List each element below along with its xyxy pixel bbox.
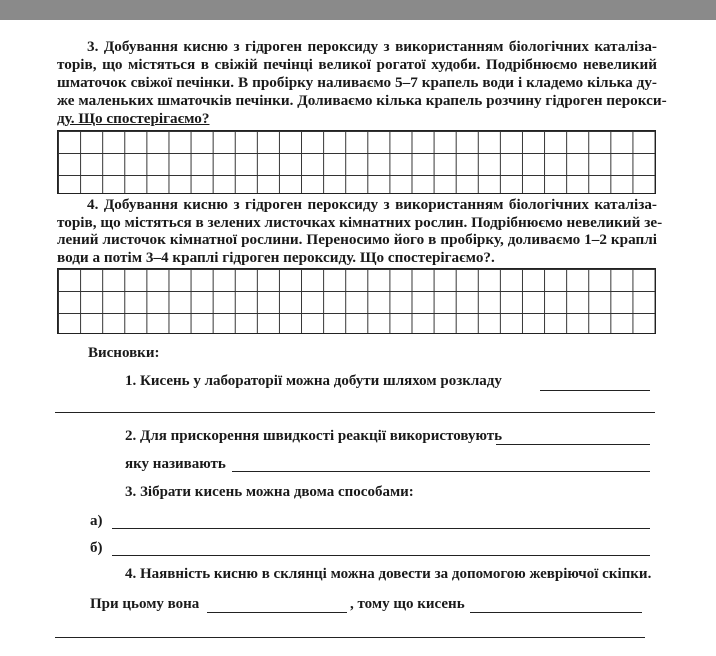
text-line: ду. Що спостерігаємо? xyxy=(57,110,210,127)
conclusions-heading: Висновки: xyxy=(88,345,160,361)
conclusion-4c: , тому що кисень xyxy=(350,596,465,612)
blank-field[interactable] xyxy=(55,637,645,638)
text-line: лений листочок кімнатної рослини. Переносимо його в пробірку, доливаємо 1–2 краплі xyxy=(57,231,657,248)
blank-field[interactable] xyxy=(55,412,655,413)
blank-field[interactable] xyxy=(112,528,650,529)
conclusion-3a: а) xyxy=(90,513,103,529)
task-3-text xyxy=(57,38,667,128)
blank-field[interactable] xyxy=(540,390,650,391)
text-line: же маленьких шматочків печінки. Доливаємо кілька крапель розчину гідроген перокси- xyxy=(57,92,667,109)
blank-field[interactable] xyxy=(207,612,347,613)
conclusion-4b: При цьому вона xyxy=(90,596,200,612)
text-line: 4. Добування кисню з гідроген пероксиду з використанням біологічних каталіза- xyxy=(87,196,657,213)
text-line: торів, що містяться в зелених листочках кімнатних рослин. Подрібнюємо невеликий зе- xyxy=(57,213,663,231)
text-line: 3. Добування кисню з гідроген пероксиду з використанням біологічних каталіза- xyxy=(87,38,657,55)
conclusion-2: 2. Для прискорення швидкості реакції використовують xyxy=(125,428,503,444)
blank-field[interactable] xyxy=(112,555,650,556)
task-4-text xyxy=(57,196,663,266)
blank-field[interactable] xyxy=(470,612,642,613)
text-line: торів, що містяться в свіжій печінці великої рогатої худоби. Подрібнюємо невеликий xyxy=(57,56,657,73)
scan-top-border xyxy=(0,0,716,20)
blank-field[interactable] xyxy=(232,471,650,472)
blank-field[interactable] xyxy=(496,444,650,445)
conclusion-2b: яку називають xyxy=(125,456,226,472)
conclusion-1: 1. Кисень у лабораторії можна добути шляхом розкладу xyxy=(125,373,502,389)
answer-grid-task-3[interactable] xyxy=(57,130,656,194)
text-line: шматочок свіжої печінки. В пробірку наливаємо 5–7 крапель води і кладемо кілька ду- xyxy=(57,74,657,91)
conclusion-3b: б) xyxy=(90,540,103,556)
text-line: води а потім 3–4 краплі гідроген пероксиду. Що спостерігаємо?. xyxy=(57,248,495,266)
answer-grid-task-4[interactable] xyxy=(57,268,656,334)
conclusion-4: 4. Наявність кисню в склянці можна довести за допомогою жевріючої скіпки. xyxy=(125,566,652,582)
conclusion-3: 3. Зібрати кисень можна двома способами: xyxy=(125,484,414,500)
